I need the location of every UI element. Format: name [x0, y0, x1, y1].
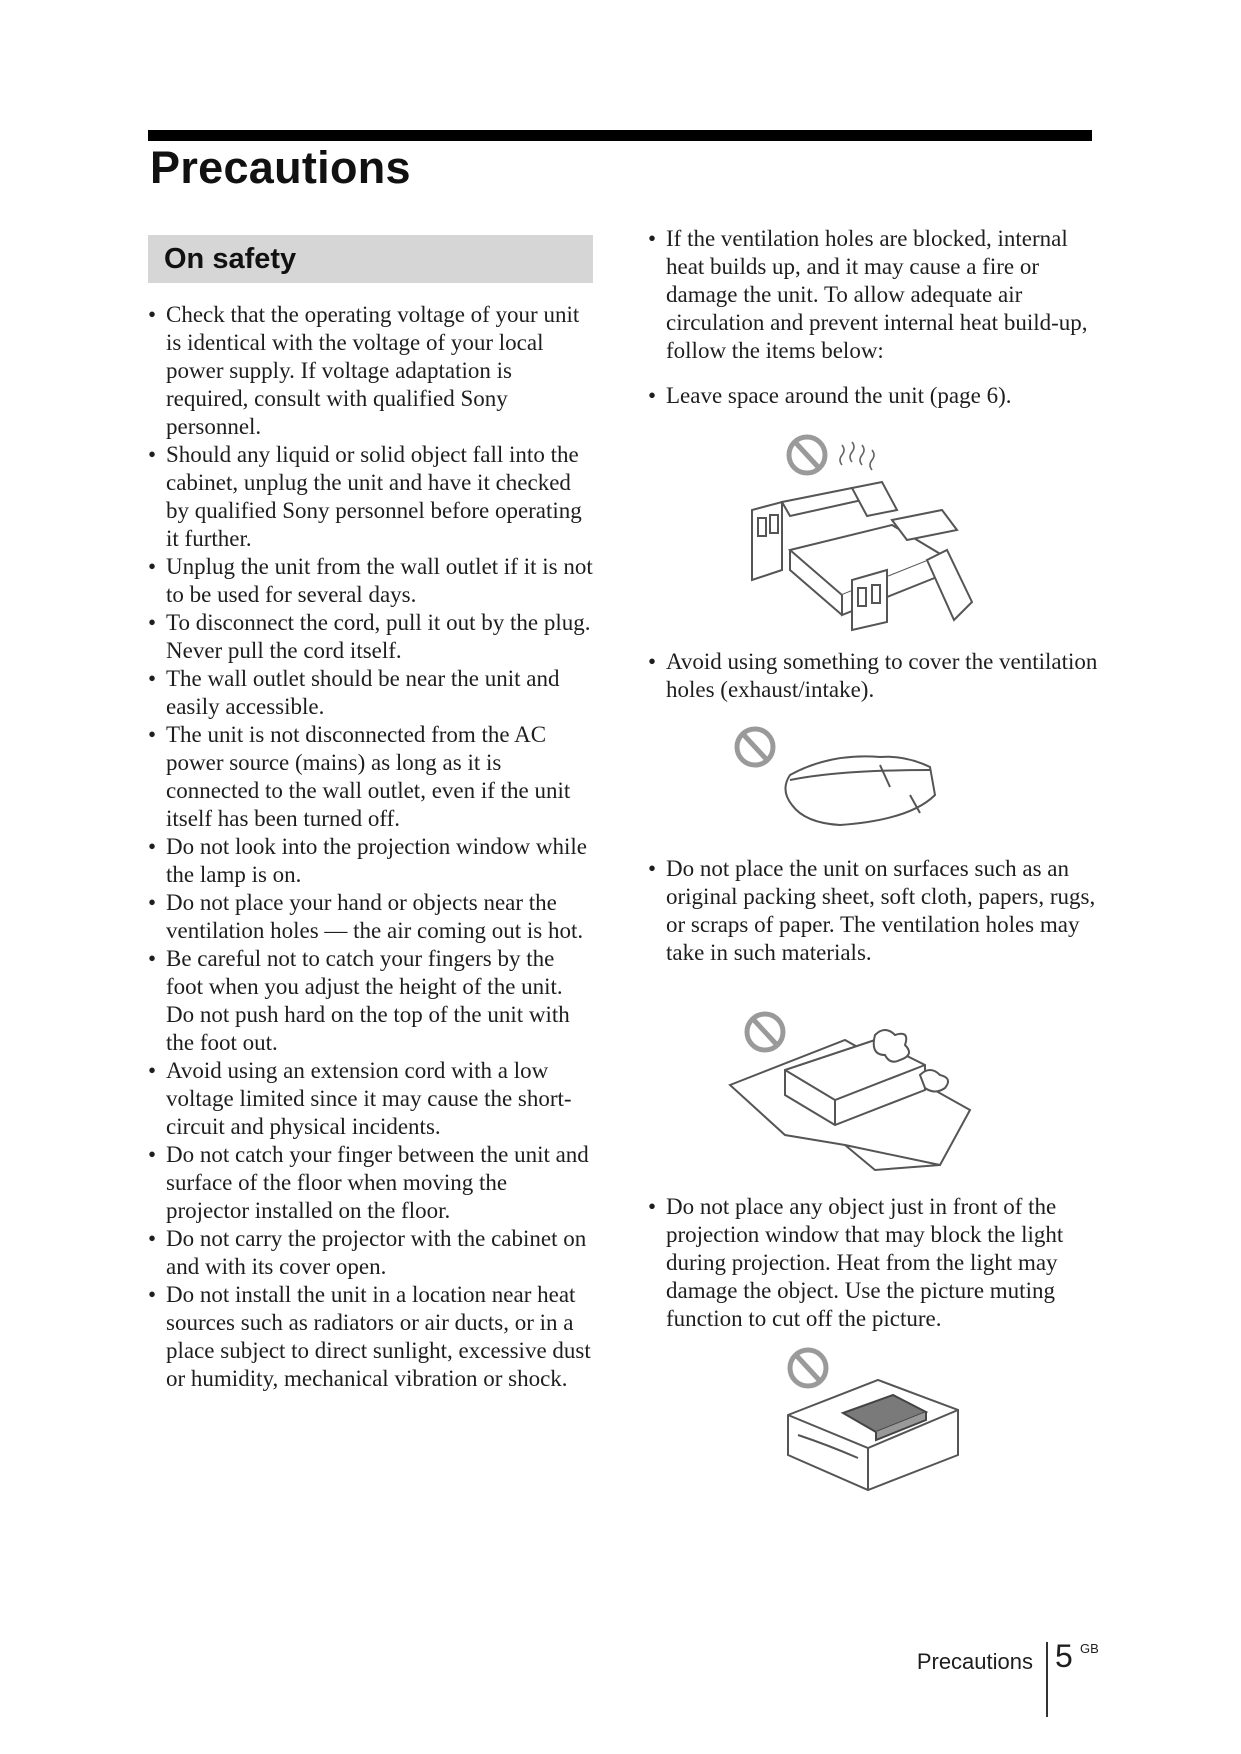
list-item: • Avoid using something to cover the ventilation holes (exhaust/intake).	[645, 648, 1100, 704]
list-item: • Do not look into the projection window while the lamp is on.	[145, 833, 595, 889]
list-item: • Leave space around the unit (page 6).	[645, 382, 1100, 410]
list-item: • Check that the operating voltage of your unit is identical with the voltage of your local power supply. If voltage adaptation is required, consult with qualified Sony personnel.	[145, 301, 595, 441]
blocked-window-illustration	[768, 1340, 968, 1495]
soft-surface-illustration	[725, 1000, 975, 1180]
prohibition-icon	[790, 1350, 826, 1386]
list-item: • Should any liquid or solid object fall into the cabinet, unplug the unit and have it checked by qualified Sony personnel before operating it further.	[145, 441, 595, 553]
surface-item	[645, 855, 1100, 967]
list-item: • Be careful not to catch your fingers by the foot when you adjust the height of the unit. Do not push hard on the top of the unit with the foot out.	[145, 945, 595, 1057]
list-item: • Unplug the unit from the wall outlet if it is not to be used for several days.	[145, 553, 595, 609]
footer-section-label: Precautions	[916, 1649, 1033, 1674]
safety-list-left	[145, 301, 595, 1393]
space-item	[645, 382, 1100, 410]
list-item: • To disconnect the cord, pull it out by the plug. Never pull the cord itself.	[145, 609, 595, 665]
list-item: • If the ventilation holes are blocked, internal heat builds up, and it may cause a fire or damage the unit. To allow adequate air circulation and prevent internal heat build-up, follow the items below:	[645, 225, 1100, 365]
list-item: • Do not place any object just in front of the projection window that may block the light during projection. Heat from the light may damage the object. Use the picture muting function to cut off the picture.	[645, 1193, 1100, 1333]
page-title: Precautions	[150, 142, 411, 193]
page-language-suffix: GB	[1080, 1641, 1099, 1656]
list-item: • Do not carry the projector with the cabinet on and with its cover open.	[145, 1225, 595, 1281]
list-item: • Do not catch your finger between the unit and surface of the floor when moving the projector installed on the floor.	[145, 1141, 595, 1225]
list-item: • Do not place the unit on surfaces such as an original packing sheet, soft cloth, papers, rugs, or scraps of paper. The ventilation holes may take in such materials.	[645, 855, 1100, 967]
footer-divider	[1046, 1642, 1048, 1717]
list-item: • Do not install the unit in a location near heat sources such as radiators or air ducts, or in a place subject to direct sunlight, excessive dust or humidity, mechanical vibration or shock.	[145, 1281, 595, 1393]
prohibition-icon	[789, 437, 825, 473]
prohibition-icon	[747, 1014, 783, 1050]
list-item: • Avoid using an extension cord with a low voltage limited since it may cause the short-circuit and physical incidents.	[145, 1057, 595, 1141]
prohibition-icon	[737, 729, 773, 765]
heat-waves-icon	[840, 442, 874, 470]
window-item	[645, 1193, 1100, 1333]
list-item: • The unit is not disconnected from the AC power source (mains) as long as it is connected to the wall outlet, even if the unit itself has been turned off.	[145, 721, 595, 833]
blocked-space-illustration	[742, 430, 992, 640]
ventilation-intro	[645, 225, 1100, 365]
section-heading: On safety	[164, 243, 297, 275]
list-item: • Do not place your hand or objects near the ventilation holes — the air coming out is hot.	[145, 889, 595, 945]
list-item: • The wall outlet should be near the unit and easily accessible.	[145, 665, 595, 721]
covered-unit-illustration	[730, 725, 940, 835]
page-number: 5	[1055, 1638, 1073, 1674]
cover-item	[645, 648, 1100, 704]
section-bar	[148, 235, 593, 283]
